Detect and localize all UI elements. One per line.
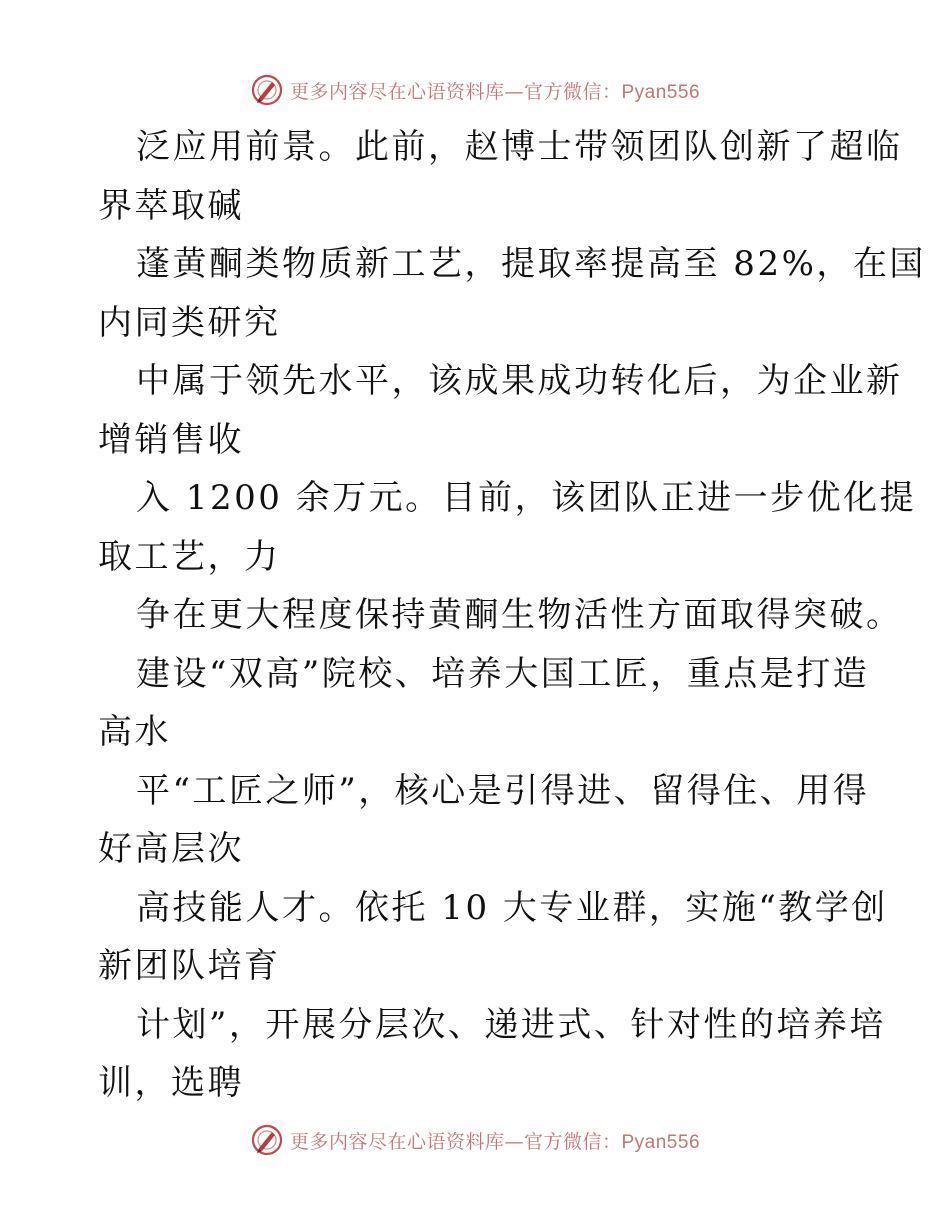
- text-line: 建设“双高”院校、培养大国工匠，重点是打造: [136, 653, 870, 694]
- header-watermark: [0, 70, 950, 110]
- footer-watermark: [0, 1120, 950, 1160]
- text-line: 高水: [98, 712, 171, 752]
- text-line: 好高层次: [98, 829, 244, 869]
- text-line: 入 1200 余万元。目前，该团队正进一步优化提: [136, 478, 917, 518]
- watermark-text: 更多内容尽在心语资料库—官方微信：Pyan556: [289, 80, 701, 103]
- text-line: 争在更大程度保持黄酮生物活性方面取得突破。: [136, 595, 903, 635]
- text-line: 泛应用前景。此前，赵博士带领团队创新了超临: [136, 127, 903, 167]
- pen-logo-icon: [250, 73, 284, 107]
- pen-logo-icon: [250, 1123, 284, 1157]
- text-line: 计划”，开展分层次、递进式、针对性的培养培: [136, 1004, 886, 1045]
- text-line: 蓬黄酮类物质新工艺，提取率提高至 82%，在国: [136, 244, 926, 284]
- text-line: 高技能人才。依托 10 大专业群，实施“教学创: [136, 887, 888, 928]
- text-line: 平“工匠之师”，核心是引得进、留得住、用得: [136, 770, 870, 811]
- document-body: [98, 118, 926, 1113]
- text-line: 中属于领先水平，该成果成功转化后，为企业新: [136, 361, 903, 401]
- wechat-id: Pyan556: [621, 81, 701, 103]
- wechat-id: Pyan556: [621, 1131, 701, 1153]
- text-line: 内同类研究: [98, 302, 281, 343]
- watermark-text: 更多内容尽在心语资料库—官方微信：Pyan556: [289, 1130, 701, 1153]
- text-line: 新团队培育: [98, 946, 281, 986]
- text-line: 增销售收: [98, 419, 244, 460]
- text-line: 取工艺，力: [98, 536, 281, 577]
- text-line: 训，选聘: [98, 1063, 244, 1103]
- text-line: 界萃取碱: [98, 185, 244, 226]
